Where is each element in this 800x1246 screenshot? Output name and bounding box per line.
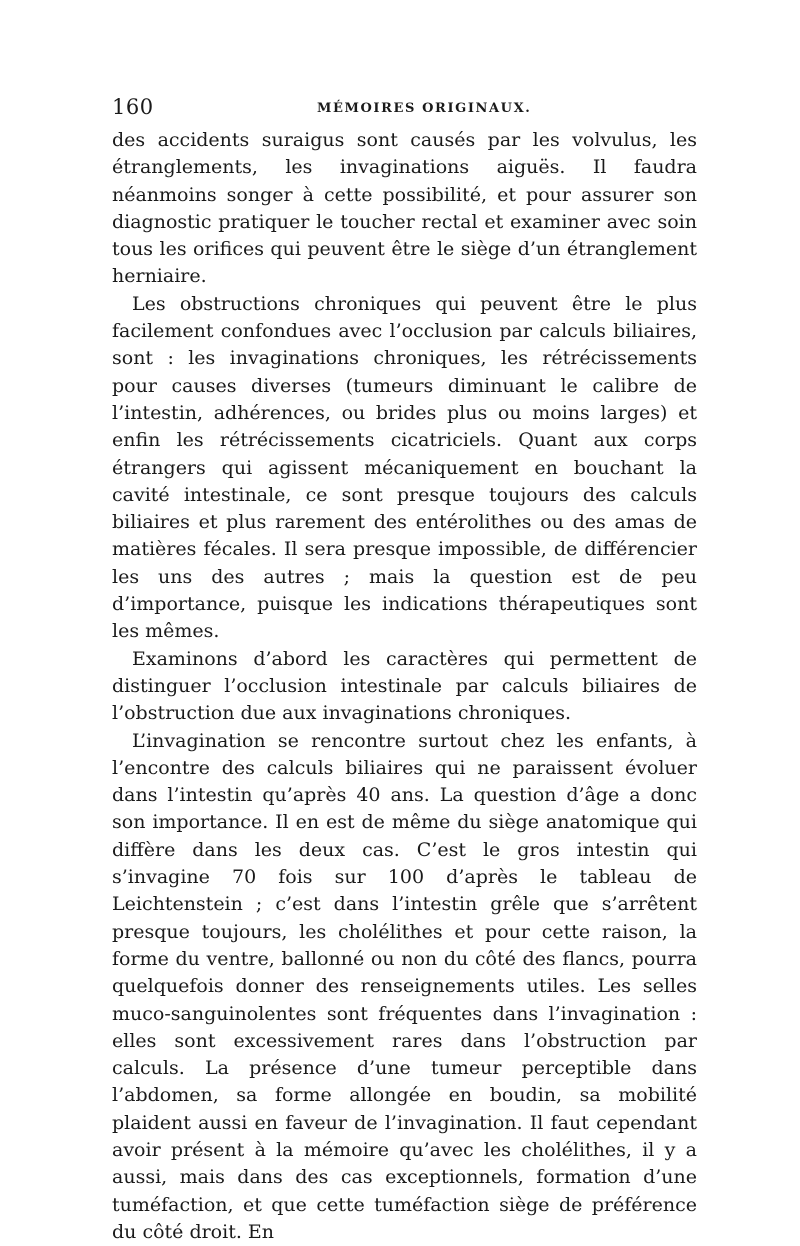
paragraph-invagination: L’invagination se rencontre surtout chez les enfants, à l’encontre des calculs biliaires qui ne paraissent évoluer dans l’intestin qu’après 40 ans. La question d’âge a donc son importance. Il en est de même du siège anatomique qui diffère dans les deux cas. C’est le gros intestin qui s’invagine 70 fois sur 100 d’après le tableau de Leichtenstein ; c’est dans l’intestin grêle que s’arrêtent presque toujours, les cholélithes et pour cette raison, la forme du ventre, ballonné ou non du côté des flancs, pourra quelquefois donner des renseignements utiles. Les selles muco-sanguinolentes sont fréquentes dans l’invagination : elles sont excessivement rares dans l’obstruction par calculs. La présence d’une tumeur perceptible dans l’abdomen, sa forme allongée en boudin, sa mobilité plaident aussi en faveur de l’invagination. Il faut cependant avoir présent à la mémoire qu’avec les cholélithes, il y a aussi, mais dans des cas exceptionnels, formation d’une tuméfaction, et que cette tuméfaction siège de préférence du côté droit. En bbox=[112, 729, 697, 1243]
body-text bbox=[112, 127, 697, 1246]
book-page bbox=[112, 95, 697, 1246]
page-number: 160 bbox=[112, 95, 154, 119]
paragraph-continuation: des accidents suraigus sont causés par les volvulus, les étranglements, les invaginations aiguës. Il faudra néanmoins songer à cette possibilité, et pour assurer son diagnostic pratiquer le toucher rectal et examiner avec soin tous les orifices qui peuvent être le siège d’un étranglement herniaire. bbox=[112, 129, 697, 288]
running-head bbox=[112, 95, 697, 123]
paragraph-examination: Examinons d’abord les caractères qui permettent de distinguer l’occlusion intestinale par calculs biliaires de l’obstruction due aux invaginations chroniques. bbox=[112, 647, 697, 725]
running-title: MÉMOIRES ORIGINAUX. bbox=[317, 101, 532, 116]
paragraph-chronic-obstructions: Les obstructions chroniques qui peuvent être le plus facilement confondues avec l’occlusion par calculs biliaires, sont : les invaginations chroniques, les rétrécissements pour causes diverses (tumeurs diminuant le calibre de l’intestin, adhérences, ou brides plus ou moins larges) et enfin les rétrécissements cicatriciels. Quant aux corps étrangers qui agissent mécaniquement en bouchant la cavité intestinale, ce sont presque toujours des calculs biliaires et plus rarement des entérolithes ou des amas de matières fécales. Il sera presque impossible, de différencier les uns des autres ; mais la question est de peu d’importance, puisque les indications thérapeutiques sont les mêmes. bbox=[112, 292, 697, 643]
